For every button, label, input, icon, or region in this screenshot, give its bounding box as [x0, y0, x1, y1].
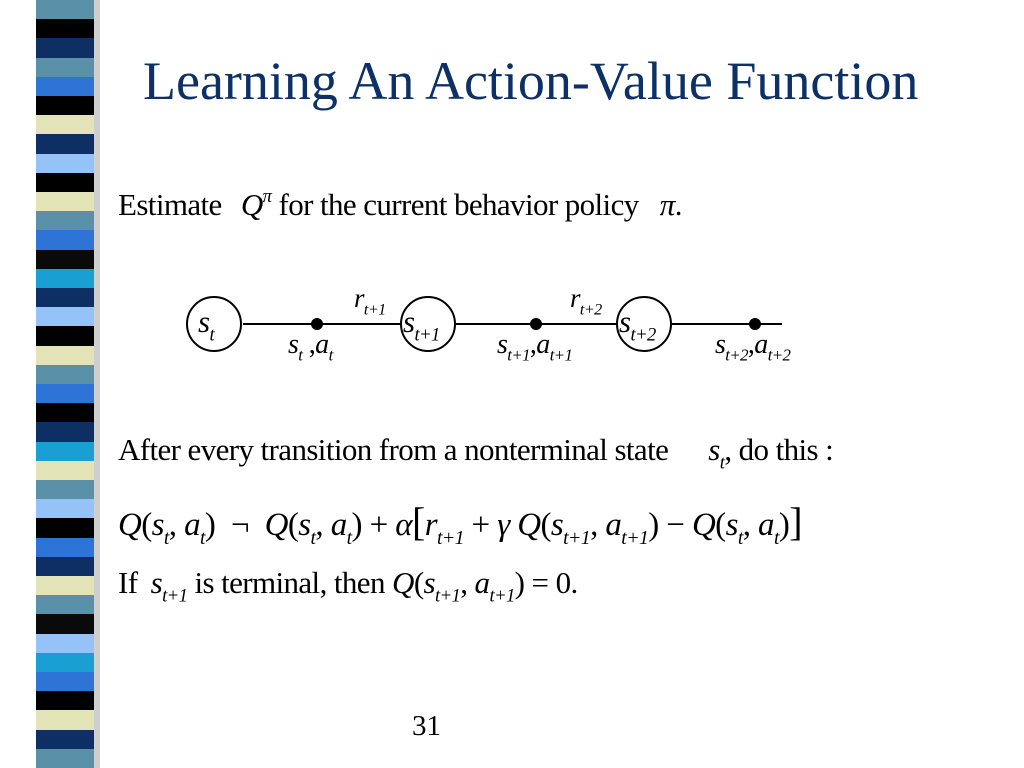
state-action-label: $s_{t+2},a_{t+2}$: [715, 329, 791, 365]
reward-label: $r_{t+2}$: [570, 283, 602, 319]
is-terminal-text: is terminal, then: [194, 565, 385, 600]
reward-label: $r_{t+1}$: [354, 283, 386, 319]
estimate-end: .: [674, 187, 682, 223]
estimate-q: Q: [240, 187, 263, 223]
estimate-pi-sup: π: [262, 186, 272, 207]
state-action-label: $s_{t+1},a_{t+1}$: [497, 329, 573, 365]
state-action-label: $s_t$ $,a_t$: [288, 329, 333, 365]
after-transition-line: [118, 432, 833, 474]
if-text: If: [118, 565, 138, 600]
estimate-pi: π: [659, 187, 675, 223]
after-text: After every transition from a nonterminal state: [118, 432, 669, 467]
state-label: $s_t$: [198, 304, 215, 346]
page-number: 31: [412, 710, 441, 742]
state-label: $s_{t+1}$: [403, 304, 440, 346]
estimate-suffix: for the current behavior policy: [271, 187, 646, 223]
slide-title: Learning An Action-Value Function: [143, 51, 919, 111]
after-do: , do this :: [724, 432, 834, 467]
update-rule: $Q(s_t$, $a_t$) ¬ $Q(s_t$, $a_t) + \alpha[r_{t+1} + \gamma$ $Q(s_{t+1}$, $a_{t+1}) - Q(s_t$, $a_t$)]: [118, 499, 802, 549]
terminal-line: If $s_{t+1}$ is terminal, then $Q(s_{t+1}$, $a_{t+1}) = 0$.: [118, 565, 578, 607]
after-state: s: [708, 432, 720, 467]
estimate-prefix: Estimate: [118, 187, 229, 223]
after-state-sub: t: [719, 452, 725, 474]
state-label: $s_{t+2}$: [619, 304, 656, 346]
